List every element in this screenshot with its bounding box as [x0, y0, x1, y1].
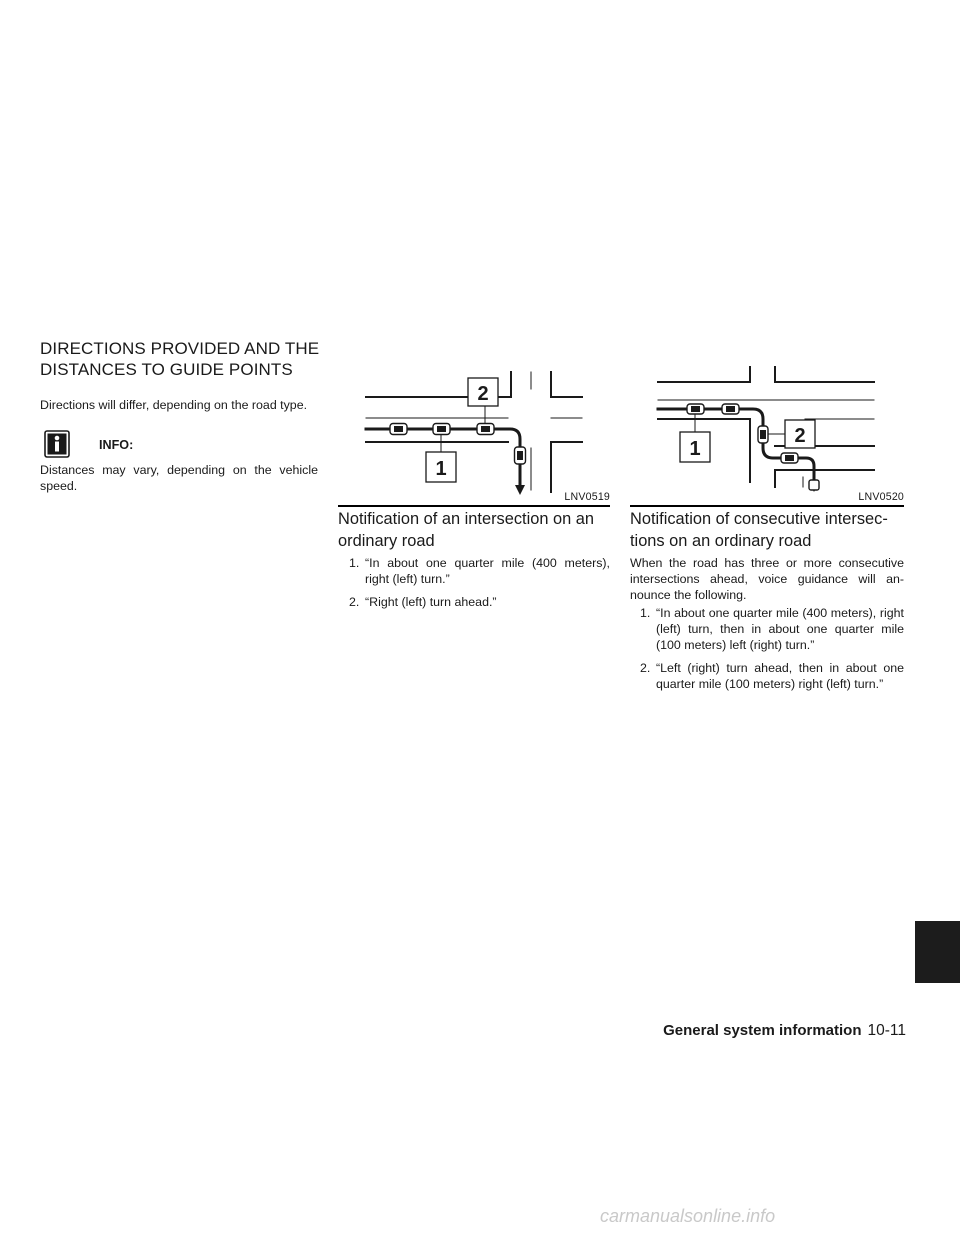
figure-code: LNV0520: [858, 491, 904, 503]
announcement-list: [630, 605, 904, 699]
page-number: 10-11: [867, 1022, 906, 1039]
subsection-heading: Notification of an intersection on an ordinary road: [338, 510, 595, 550]
page-footer: [663, 1022, 906, 1040]
list-item-text: “In about one quarter mile (400 meters), right (left) turn.”: [365, 556, 610, 586]
list-item: [338, 555, 610, 587]
chapter-tab: [915, 921, 960, 983]
list-item-number: 2.: [349, 595, 360, 609]
callout-1-label: 1: [689, 438, 701, 460]
info-text: Distances may vary, depending on the vehicle speed.: [40, 463, 318, 493]
info-icon: [44, 430, 70, 463]
footer-section-title: General system information: [663, 1022, 862, 1039]
announcement-list: [338, 555, 610, 617]
watermark: carmanualsonline.info: [600, 1206, 776, 1226]
section-heading: DIRECTIONS PROVIDED AND THE DISTANCES TO GUIDE POINTS: [40, 339, 320, 379]
list-item: [630, 660, 904, 692]
figure-rule: [630, 505, 904, 507]
list-item: [630, 605, 904, 653]
list-item-text: “Left (right) turn ahead, then in about one quarter mile (100 meters) right (left) turn.”: [656, 661, 904, 691]
list-item-number: 2.: [640, 661, 651, 675]
list-item-text: “In about one quarter mile (400 meters), right (left) turn, then in about one quarter mile (100 meters) left (right) turn.”: [656, 606, 904, 652]
list-item-number: 1.: [349, 556, 360, 570]
info-callout: [40, 430, 318, 460]
callout-2-label: 2: [794, 425, 806, 447]
intro-paragraph: When the road has three or more consecutive intersections ahead, voice guidance will an- nounce the following.: [630, 556, 904, 602]
subsection-heading: Notification of consecutive intersec- tions on an ordinary road: [630, 510, 888, 550]
list-item-text: “Right (left) turn ahead.”: [365, 595, 497, 609]
consecutive-intersections-diagram: [630, 362, 904, 498]
figure-code: LNV0519: [564, 491, 610, 503]
intro-paragraph: Directions will differ, depending on the road type.: [40, 398, 308, 412]
figure-rule: [338, 505, 610, 507]
info-label: INFO:: [99, 438, 134, 452]
list-item-number: 1.: [640, 606, 651, 620]
list-item: [338, 594, 610, 610]
intersection-diagram: [338, 362, 610, 498]
callout-2-label: 2: [477, 383, 489, 405]
callout-1-label: 1: [435, 458, 447, 480]
